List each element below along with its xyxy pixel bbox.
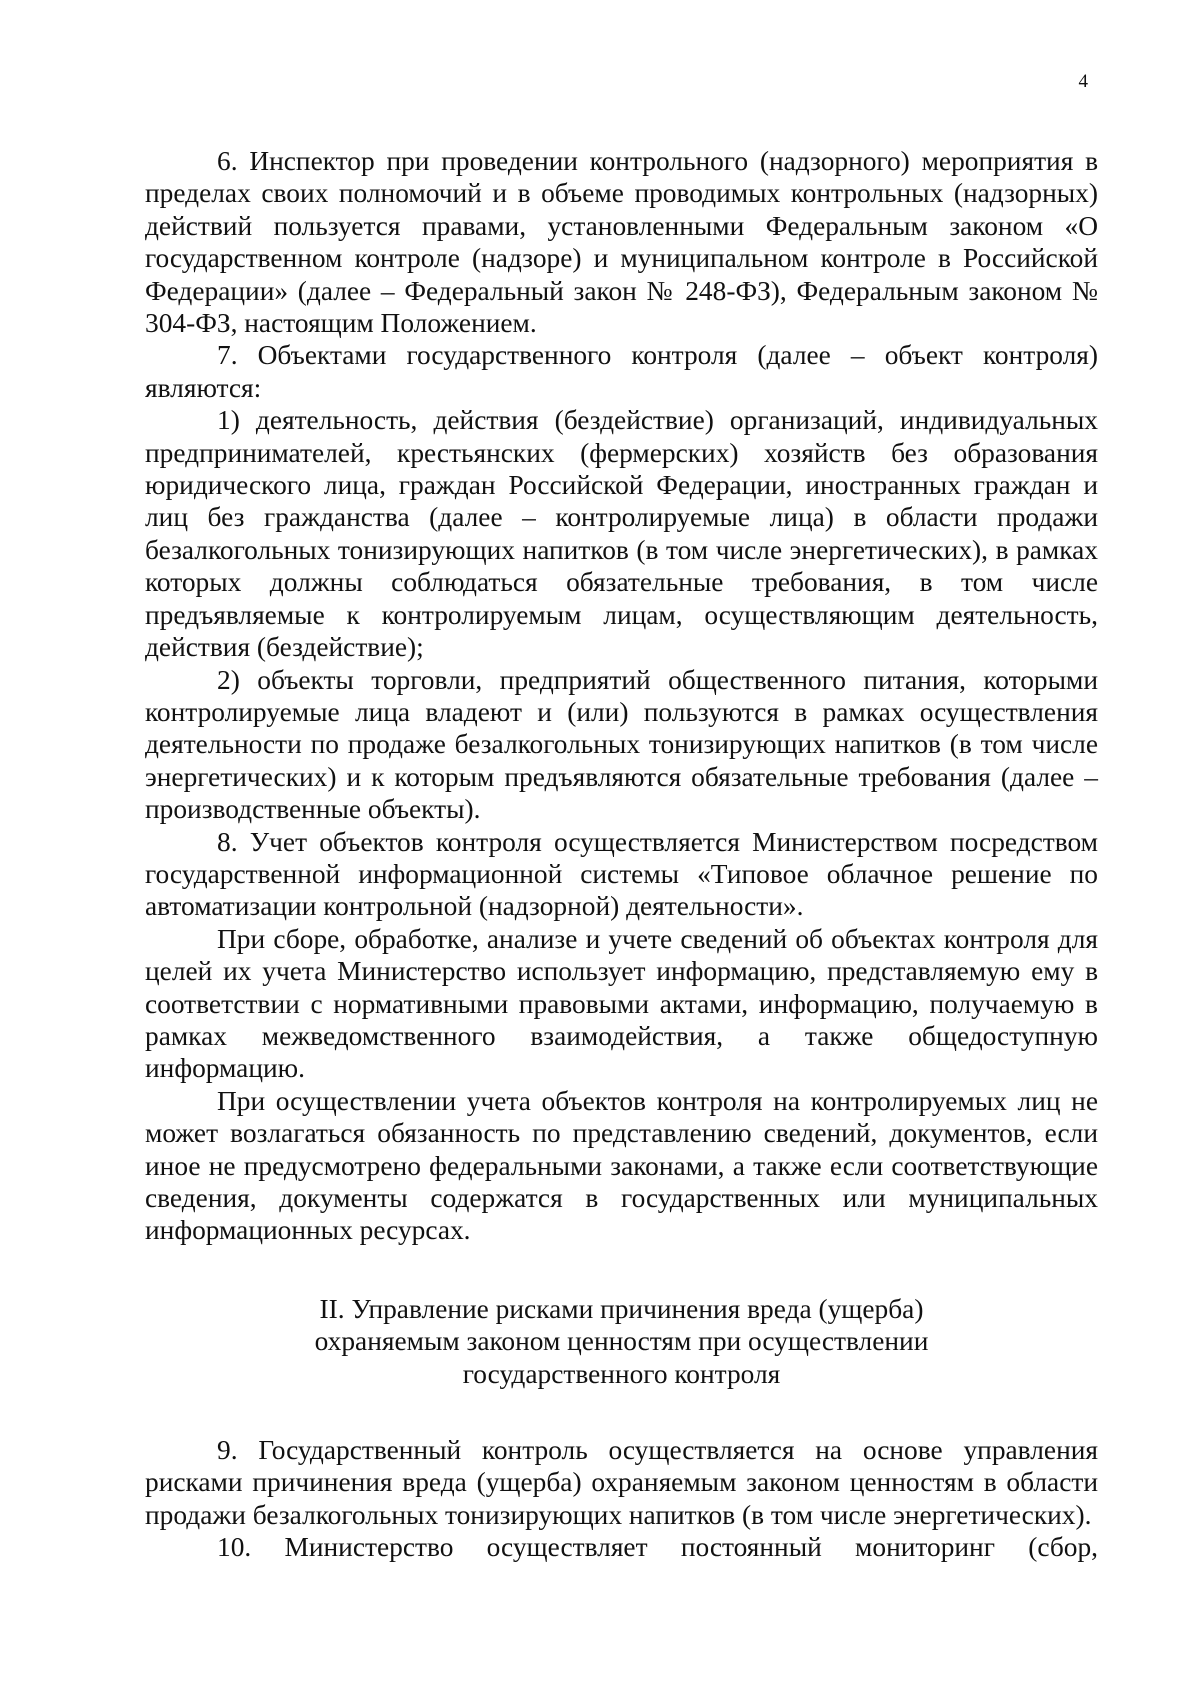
page-number: 4 [1078, 71, 1088, 92]
paragraph-7-control-objects: 7. Объектами государственного контроля (далее – объект контроля) являются: [145, 340, 1098, 403]
paragraph-information-collection: При сборе, обработке, анализе и учете сведений об объектах контроля для целей их учета Министерство использует информацию, представляемую ему в соответствии с нормативными правовыми актами, информацию, получаемую в рамках межведомственного взаимодействия, а также общедоступную информацию. [145, 923, 1098, 1084]
paragraph-10-monitoring: 10. Министерство осуществляет постоянный мониторинг (сбор, [217, 1532, 1098, 1563]
list-item-1-activities: 1) деятельность, действия (бездействие) организаций, индивидуальных предпринимателей, крестьянских (фермерских) хозяйств без образования юридического лица, граждан Российской Федерации, иностранных граждан и лиц без гражданства (далее – контролируемые лица) в области продажи безалкогольных тонизирующих напитков (в том числе энергетических), в рамках которых должны соблюдаться обязательные требования, в том числе предъявляемые к контролируемым лицам, осуществляющим деятельность, действия (бездействие); [145, 405, 1098, 663]
list-item-2-trade-objects: 2) объекты торговли, предприятий общественного питания, которыми контролируемые лица владеют и (или) пользуются в рамках осуществления деятельности по продаже безалкогольных тонизирующих напитков (в том числе энергетических) и к которым предъявляются обязательные требования (далее – производственные объекты). [145, 664, 1098, 825]
paragraph-8-object-accounting: 8. Учет объектов контроля осуществляется Министерством посредством государственной информационной системы «Типовое облачное решение по автоматизации контрольной (надзорной) деятельности». [145, 826, 1098, 922]
paragraph-accounting-obligations: При осуществлении учета объектов контроля на контролируемых лиц не может возлагаться обязанность по представлению сведений, документов, если иное не предусмотрено федеральными законами, а также если соответствующие сведения, документы содержатся в государственных или муниципальных информационных ресурсах. [145, 1085, 1098, 1246]
section-heading-line-2: охраняемым законом ценностям при осуществлении [314, 1326, 929, 1357]
section-heading-line-3: государственного контроля [462, 1358, 781, 1389]
section-heading-2 [145, 1293, 1098, 1390]
paragraph-9-risk-management: 9. Государственный контроль осуществляется на основе управления рисками причинения вреда (ущерба) охраняемым законом ценностям в области продажи безалкогольных тонизирующих напитков (в том числе энергетических). [145, 1435, 1098, 1530]
section-heading-line-1: II. Управление рисками причинения вреда (ущерба) [319, 1293, 924, 1324]
document-body [145, 145, 1098, 1564]
paragraph-6-inspector-rights: 6. Инспектор при проведении контрольного (надзорного) мероприятия в пределах своих полномочий и в объеме проводимых контрольных (надзорных) действий пользуется правами, установленными Федеральным законом «О государственном контроле (надзоре) и муниципальном контроле в Российской Федерации» (далее – Федеральный закон № 248-ФЗ), Федеральным законом № 304-ФЗ, настоящим Положением. [145, 146, 1098, 339]
